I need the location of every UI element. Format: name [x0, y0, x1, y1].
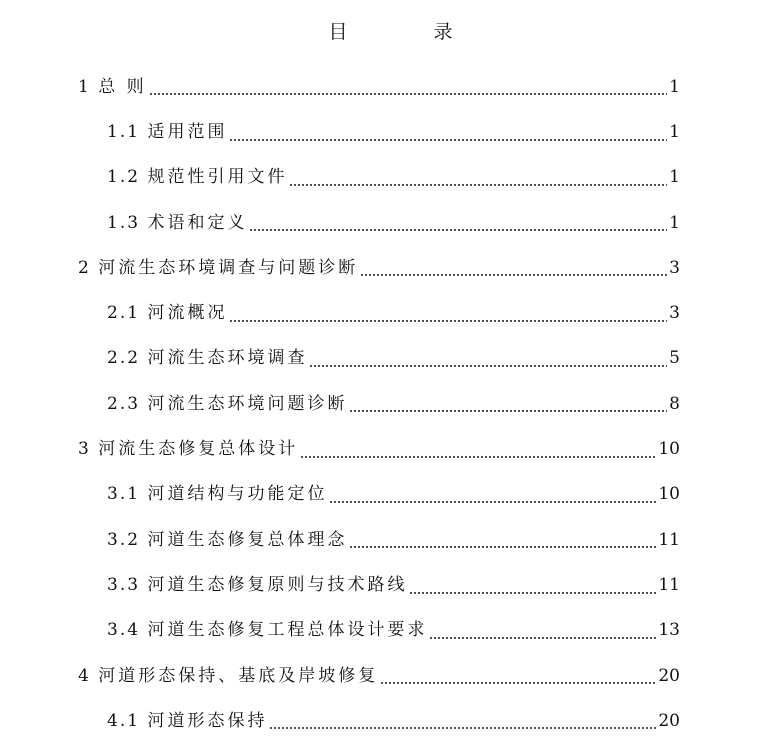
dot-leader — [349, 410, 667, 412]
entry-page-number: 20 — [658, 710, 680, 731]
entry-number: 2 — [78, 257, 91, 278]
toc-entry[interactable] — [0, 381, 781, 426]
toc-list — [0, 64, 781, 743]
entry-title: 河道生态修复工程总体设计要求 — [147, 620, 428, 641]
toc-entry[interactable] — [0, 608, 781, 653]
dot-leader — [309, 365, 667, 367]
entry-number: 2.2 — [107, 348, 141, 369]
entry-title: 河流概况 — [147, 303, 228, 324]
dot-leader — [380, 682, 656, 684]
dot-leader — [269, 727, 656, 729]
entry-page-number: 3 — [669, 303, 680, 324]
entry-page-number: 10 — [658, 484, 680, 505]
entry-title: 术语和定义 — [147, 212, 248, 233]
dot-leader — [429, 637, 656, 639]
entry-title: 适用范围 — [147, 121, 228, 142]
entry-page-number: 20 — [658, 665, 680, 686]
dot-leader — [349, 546, 656, 548]
dot-leader — [409, 592, 656, 594]
entry-number: 3.1 — [107, 484, 141, 505]
entry-number: 2.1 — [107, 303, 141, 324]
entry-title: 河道生态修复原则与技术路线 — [147, 574, 408, 595]
entry-title: 河流生态环境调查 — [147, 348, 308, 369]
toc-entry[interactable] — [0, 562, 781, 607]
dot-leader — [289, 184, 667, 186]
entry-title: 河道结构与功能定位 — [147, 484, 328, 505]
entry-number: 3.3 — [107, 574, 141, 595]
entry-title: 河道形态保持 — [147, 710, 268, 731]
entry-page-number: 1 — [669, 76, 680, 97]
entry-title: 河流生态修复总体设计 — [98, 439, 299, 460]
toc-entry[interactable] — [0, 426, 781, 471]
toc-entry[interactable] — [0, 245, 781, 290]
toc-entry[interactable] — [0, 698, 781, 743]
toc-entry[interactable] — [0, 290, 781, 335]
entry-number: 1.2 — [107, 167, 141, 188]
entry-page-number: 3 — [669, 257, 680, 278]
entry-number: 4 — [78, 665, 91, 686]
entry-number: 3.2 — [107, 529, 141, 550]
entry-number: 1.1 — [107, 121, 141, 142]
entry-number: 3.4 — [107, 620, 141, 641]
dot-leader — [249, 229, 667, 231]
dot-leader — [300, 456, 656, 458]
entry-title: 河流生态环境问题诊断 — [147, 393, 348, 414]
toc-entry[interactable] — [0, 200, 781, 245]
toc-entry[interactable] — [0, 517, 781, 562]
toc-title: 目 录 — [328, 21, 493, 43]
entry-page-number: 8 — [669, 393, 680, 414]
entry-number: 1 — [78, 76, 91, 97]
toc-entry[interactable] — [0, 653, 781, 698]
entry-number: 2.3 — [107, 393, 141, 414]
toc-entry[interactable] — [0, 472, 781, 517]
entry-title: 河流生态环境调查与问题诊断 — [98, 257, 359, 278]
entry-page-number: 10 — [658, 439, 680, 460]
entry-title: 河道形态保持、基底及岸坡修复 — [98, 665, 379, 686]
toc-entry[interactable] — [0, 109, 781, 154]
dot-leader — [329, 501, 656, 503]
entry-number: 4.1 — [107, 710, 141, 731]
entry-page-number: 1 — [669, 212, 680, 233]
dot-leader — [229, 320, 667, 322]
entry-number: 3 — [78, 439, 91, 460]
entry-page-number: 1 — [669, 167, 680, 188]
entry-page-number: 11 — [658, 574, 680, 595]
entry-title: 规范性引用文件 — [147, 167, 288, 188]
toc-entry[interactable] — [0, 64, 781, 109]
entry-title: 总 则 — [98, 76, 147, 97]
dot-leader — [149, 93, 668, 95]
entry-title: 河道生态修复总体理念 — [147, 529, 348, 550]
entry-page-number: 11 — [658, 529, 680, 550]
dot-leader — [229, 139, 667, 141]
entry-number: 1.3 — [107, 212, 141, 233]
toc-entry[interactable] — [0, 155, 781, 200]
dot-leader — [360, 274, 667, 276]
entry-page-number: 5 — [669, 348, 680, 369]
entry-page-number: 1 — [669, 121, 680, 142]
entry-page-number: 13 — [658, 620, 680, 641]
toc-entry[interactable] — [0, 336, 781, 381]
